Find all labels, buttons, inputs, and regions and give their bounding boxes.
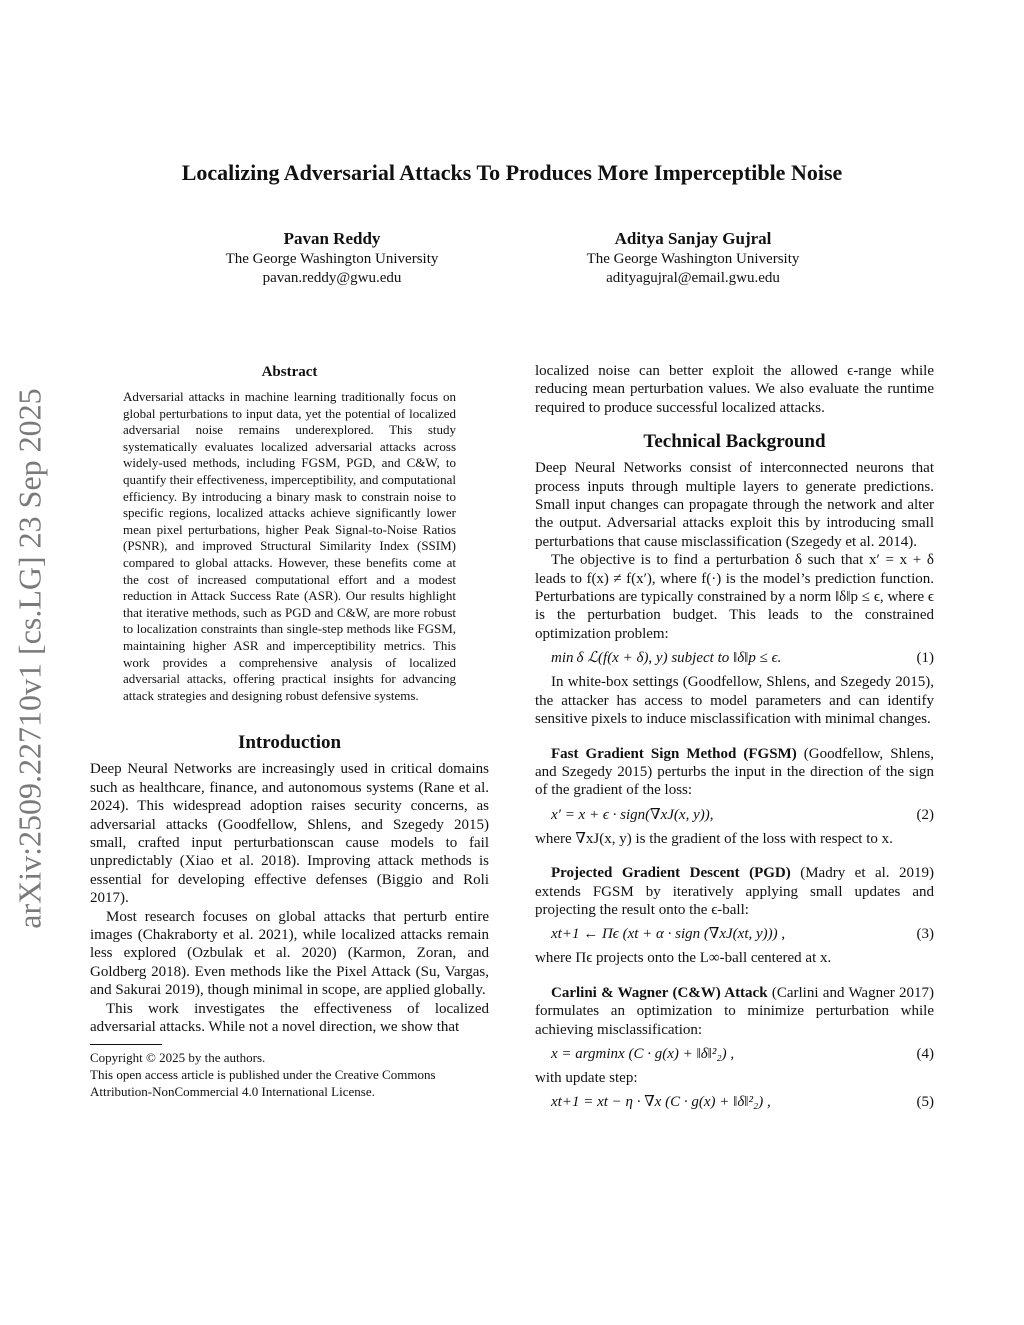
equation-number: (2) [916, 806, 934, 823]
equation-body: x′ = x + ϵ · sign(∇xJ(x, y)), [551, 806, 714, 823]
equation-number: (3) [916, 926, 934, 943]
author-block [182, 228, 482, 288]
equation-body: min δ ℒ(f(x + δ), y) subject to ‖δ‖p ≤ ϵ. [551, 650, 782, 667]
equation-number: (1) [916, 650, 934, 667]
continued-paragraph: localized noise can better exploit the allowed ϵ-range while reducing mean perturbation values. We also evaluate the runtime required to produce successful localized attacks. [535, 363, 934, 416]
intro-heading: Introduction [237, 732, 342, 754]
body-paragraph: where ∇xJ(x, y) is the gradient of the loss with respect to x. [535, 830, 893, 847]
technical-background-heading: Technical Background [643, 431, 826, 453]
author-email: pavan.reddy@gwu.edu [262, 270, 402, 286]
footnote-rule [90, 1044, 162, 1045]
fgsm-paragraph [535, 745, 934, 800]
intro-paragraph: Deep Neural Networks are increasingly used in critical domains such as healthcare, finance, and autonomous systems (Rane et al. 2024). This widespread adoption raises security concerns, as adversarial attacks (Goodfellow, Shlens, and Szegedy 2015) small, crafted input perturbationscan cause models to fail unpredictably (Xiao et al. 2018). Improving attack methods is essential for developing effective defenses (Biggio and Roli 2017). [90, 761, 489, 907]
author-name: Aditya Sanjay Gujral [614, 229, 772, 248]
body-paragraph: with update step: [535, 1069, 638, 1086]
pgd-text: (Madry et al. 2019) extends FGSM by iteratively applying small updates and projecting the result onto the ϵ-ball: [535, 865, 934, 918]
license-footnote: This open access article is published under the Creative Commons Attribution-NonCommercial 4.0 International License. [90, 1066, 436, 1099]
intro-paragraph: This work investigates the effectiveness of localized adversarial attacks. While not a novel direction, we show that [90, 1000, 489, 1035]
author-block [543, 228, 843, 288]
paper-title: Localizing Adversarial Attacks To Produces More Imperceptible Noise [181, 160, 843, 185]
body-paragraph: The objective is to find a perturbation δ such that x′ = x + δ leads to f(x) ≠ f(x′), where f(·) is the model’s prediction function. Perturbations are typically constrained by a norm ‖δ‖p ≤ ϵ, where ϵ is the perturbation budget. This leads to the constrained optimization problem: [535, 552, 934, 642]
equation-3 [535, 925, 934, 943]
cw-text: (Carlini and Wagner 2017) formulates an optimization to minimize perturbation while achieving misclassification: [535, 984, 934, 1038]
author-name: Pavan Reddy [283, 229, 381, 248]
author-email: adityagujral@email.gwu.edu [606, 270, 780, 286]
pgd-paragraph [535, 864, 934, 919]
right-column [535, 362, 934, 1117]
equation-body: xt+1 = xt − η · ∇x (C · g(x) + ‖δ‖²₂) , [551, 1094, 771, 1111]
equation-number: (4) [916, 1045, 934, 1062]
fgsm-title: Fast Gradient Sign Method (FGSM) [551, 745, 797, 762]
copyright-footnote: Copyright © 2025 by the authors. [90, 1050, 266, 1066]
cw-title: Carlini & Wagner (C&W) Attack [551, 984, 768, 1001]
equation-1 [535, 649, 934, 667]
cw-paragraph [535, 984, 934, 1039]
abstract-text: Adversarial attacks in machine learning traditionally focus on global perturbations to input data, yet the potential of localized adversarial noise remains underexplored. This study systematically evaluates localized adversarial attacks across widely-used methods, including FGSM, PGD, and C&W, to quantify their effectiveness, imperceptibility, and computational efficiency. By introducing a binary mask to constrain noise to specific regions, localized attacks achieve significantly lower mean pixel perturbations, higher Peak Signal-to-Noise Ratios (PSNR), and improved Structural Similarity Index (SSIM) compared to global attacks. However, these benefits come at the cost of increased computational effort and a modest reduction in Attack Success Rate (ASR). Our results highlight that iterative methods, such as PGD and C&W, are more robust to localization constraints than single-step methods like FGSM, maintaining higher ASR and imperceptibility metrics. This work provides a comprehensive analysis of localized adversarial attacks, offering practical insights for advancing attack strategies and designing robust defensive systems. [123, 389, 456, 703]
equation-2 [535, 806, 934, 824]
equation-body: xt+1 ← Πϵ (xt + α · sign (∇xJ(xt, y))) , [551, 926, 786, 943]
author-affiliation: The George Washington University [586, 251, 800, 267]
abstract-heading: Abstract [261, 364, 318, 380]
body-paragraph: In white-box settings (Goodfellow, Shlens, and Szegedy 2015), the attacker has access to model parameters and can identify sensitive pixels to induce misclassification with minimal changes. [535, 674, 934, 728]
body-paragraph: Deep Neural Networks consist of interconnected neurons that process inputs through multiple layers to generate predictions. Small input changes can propagate through the network and alter the output. Adversarial attacks exploit this by introducing small perturbations that cause misclassification (Szegedy et al. 2014). [535, 460, 934, 550]
intro-paragraph: Most research focuses on global attacks that perturb entire images (Chakraborty et al. 2021), while localized attacks remain less explored (Ozbulak et al. 2020) (Karmon, Zoran, and Goldberg 2018). Even methods like the Pixel Attack (Su, Vargas, and Sakurai 2019), though minimal in scope, are applied globally. [90, 908, 489, 999]
body-paragraph: where Πϵ projects onto the L∞-ball centered at x. [535, 950, 832, 967]
equation-5 [535, 1093, 934, 1111]
fgsm-text: (Goodfellow, Shlens, and Szegedy 2015) perturbs the input in the direction of the sign of the gradient of the loss: [535, 745, 934, 799]
equation-body: x = argminx (C · g(x) + ‖δ‖²₂) , [551, 1045, 735, 1062]
arxiv-stamp: arXiv:2509.22710v1 [cs.LG] 23 Sep 2025 [11, 388, 48, 929]
equation-number: (5) [916, 1094, 934, 1111]
pgd-title: Projected Gradient Descent (PGD) [551, 865, 791, 882]
left-column [90, 362, 489, 1100]
equation-4 [535, 1045, 934, 1063]
author-affiliation: The George Washington University [225, 251, 439, 267]
